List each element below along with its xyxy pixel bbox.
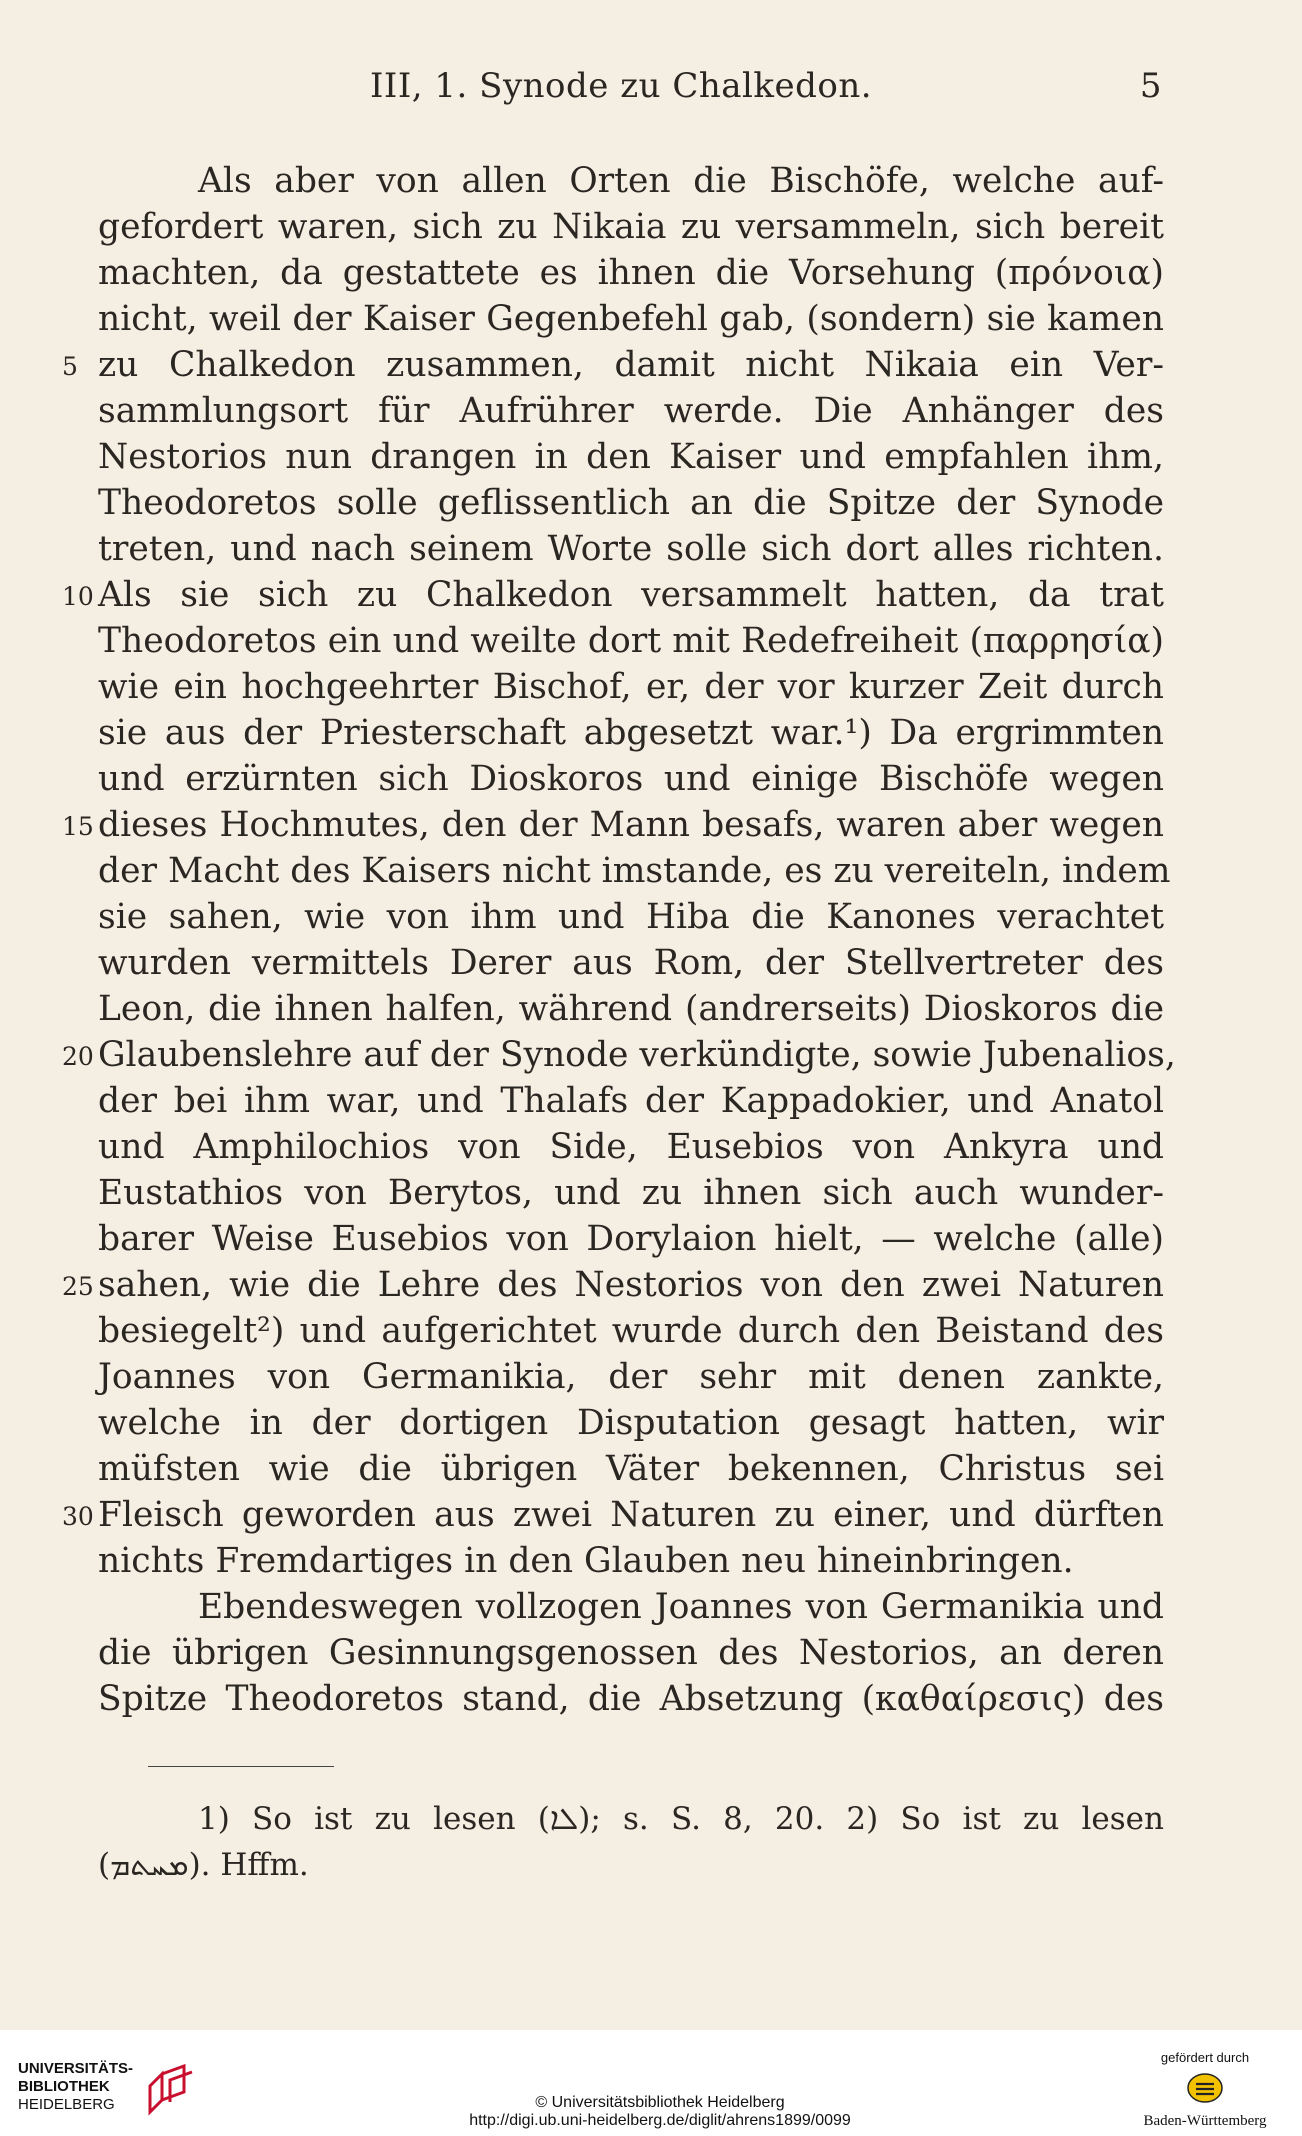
text-line: besiegelt²) und aufgerichtet wurde durch den Beistand des [98,1311,1164,1351]
text-line: gefordert waren, sich zu Nikaia zu versammeln, sich bereit [98,207,1164,247]
text-line: treten, und nach seinem Worte solle sich dort alles richten. [98,529,1164,569]
text-line: sammlungsort für Aufrührer werde. Die Anhänger des [98,391,1164,431]
source-url[interactable]: http://digi.ub.uni-heidelberg.de/diglit/ahrens1899/0099 [469,2112,851,2129]
footnote-line: 1) So ist zu lesen (ܠܐ); s. S. 8, 20. 2) So ist zu lesen [198,1801,1164,1837]
text-line: Fleisch geworden aus zwei Naturen zu einer, und dürften [98,1495,1164,1535]
line-number: 5 [62,352,78,381]
line-number: 30 [62,1502,94,1531]
text-line: Leon, die ihnen halfen, während (andrerseits) Dioskoros die [98,989,1164,1029]
text-line: Eustathios von Berytos, und zu ihnen sich auch wunder- [98,1173,1164,1213]
page-number: 5 [1139,66,1162,106]
text-line: wie ein hochgeehrter Bischof, er, der vor kurzer Zeit durch [98,667,1164,707]
text-line: barer Weise Eusebios von Dorylaion hielt, — welche (alle) [98,1219,1164,1259]
line-number: 20 [62,1042,94,1071]
line-number: 15 [62,812,94,841]
copyright-text: © Universitätsbibliothek Heidelberg [535,2094,785,2111]
coat-of-arms-icon [1186,2072,1224,2104]
text-line: Ebendeswegen vollzogen Joannes von Germanikia und [198,1587,1164,1627]
text-line: nichts Fremdartiges in den Glauben neu hineinbringen. [98,1541,1074,1581]
text-line: sahen, wie die Lehre des Nestorios von den zwei Naturen [98,1265,1164,1305]
text-line: sie sahen, wie von ihm und Hiba die Kanones verachtet [98,897,1164,937]
running-header [370,66,1170,116]
footnote-divider [148,1766,334,1767]
text-line: zu Chalkedon zusammen, damit nicht Nikaia ein Ver- [98,345,1164,385]
library-logo[interactable] [18,2060,188,2120]
text-line: der Macht des Kaisers nicht imstande, es zu vereiteln, indem [98,851,1171,891]
library-emblem-icon [144,2062,200,2120]
text-line: Als aber von allen Orten die Bischöfe, welche auf- [198,161,1164,201]
digitization-footer [0,2030,1302,2136]
funded-by-label: gefördert durch [1160,2050,1250,2065]
line-number: 25 [62,1272,94,1301]
text-line: welche in der dortigen Disputation gesagt hatten, wir [98,1403,1164,1443]
text-line: nicht, weil der Kaiser Gegenbefehl gab, (sondern) sie kamen [98,299,1164,339]
text-line: Glaubenslehre auf der Synode verkündigte, sowie Jubenalios, [98,1035,1176,1075]
text-line: wurden vermittels Derer aus Rom, der Stellvertreter des [98,943,1164,983]
text-line: Als sie sich zu Chalkedon versammelt hatten, da trat [98,575,1164,615]
text-line: Nestorios nun drangen in den Kaiser und empfahlen ihm, [98,437,1164,477]
text-line: und Amphilochios von Side, Eusebios von Ankyra und [98,1127,1164,1167]
text-line: sie aus der Priesterschaft abgesetzt war.¹) Da ergrimmten [98,713,1164,753]
footnote-line: (ܡܚܬܡ). Hffm. [98,1847,309,1883]
library-name: UNIVERSITÄTS- BIBLIOTHEK HEIDELBERG [18,2060,134,2113]
text-line: Theodoretos ein und weilte dort mit Redefreiheit (παρρησία) [98,621,1164,661]
footer-credits [380,2094,940,2130]
text-line: Joannes von Germanikia, der sehr mit denen zankte, [98,1357,1164,1397]
header-title: III, 1. Synode zu Chalkedon. [370,66,873,106]
text-line: dieses Hochmutes, den der Mann besafs, waren aber wegen [98,805,1164,845]
line-number: 10 [62,582,94,611]
text-line: die übrigen Gesinnungsgenossen des Nestorios, an deren [98,1633,1164,1673]
text-line: und erzürnten sich Dioskoros und einige Bischöfe wegen [98,759,1164,799]
sponsor-name: Baden-Württemberg [1143,2113,1267,2129]
text-line: müfsten wie die übrigen Väter bekennen, Christus sei [98,1449,1164,1489]
text-line: Spitze Theodoretos stand, die Absetzung (καθαίρεσις) des [98,1679,1164,1719]
funding-credit [1130,2050,1280,2130]
text-line: der bei ihm war, und Thalafs der Kappadokier, und Anatol [98,1081,1164,1121]
text-line: Theodoretos solle geflissentlich an die Spitze der Synode [98,483,1164,523]
text-line: machten, da gestattete es ihnen die Vorsehung (πρόνοια) [98,253,1164,293]
